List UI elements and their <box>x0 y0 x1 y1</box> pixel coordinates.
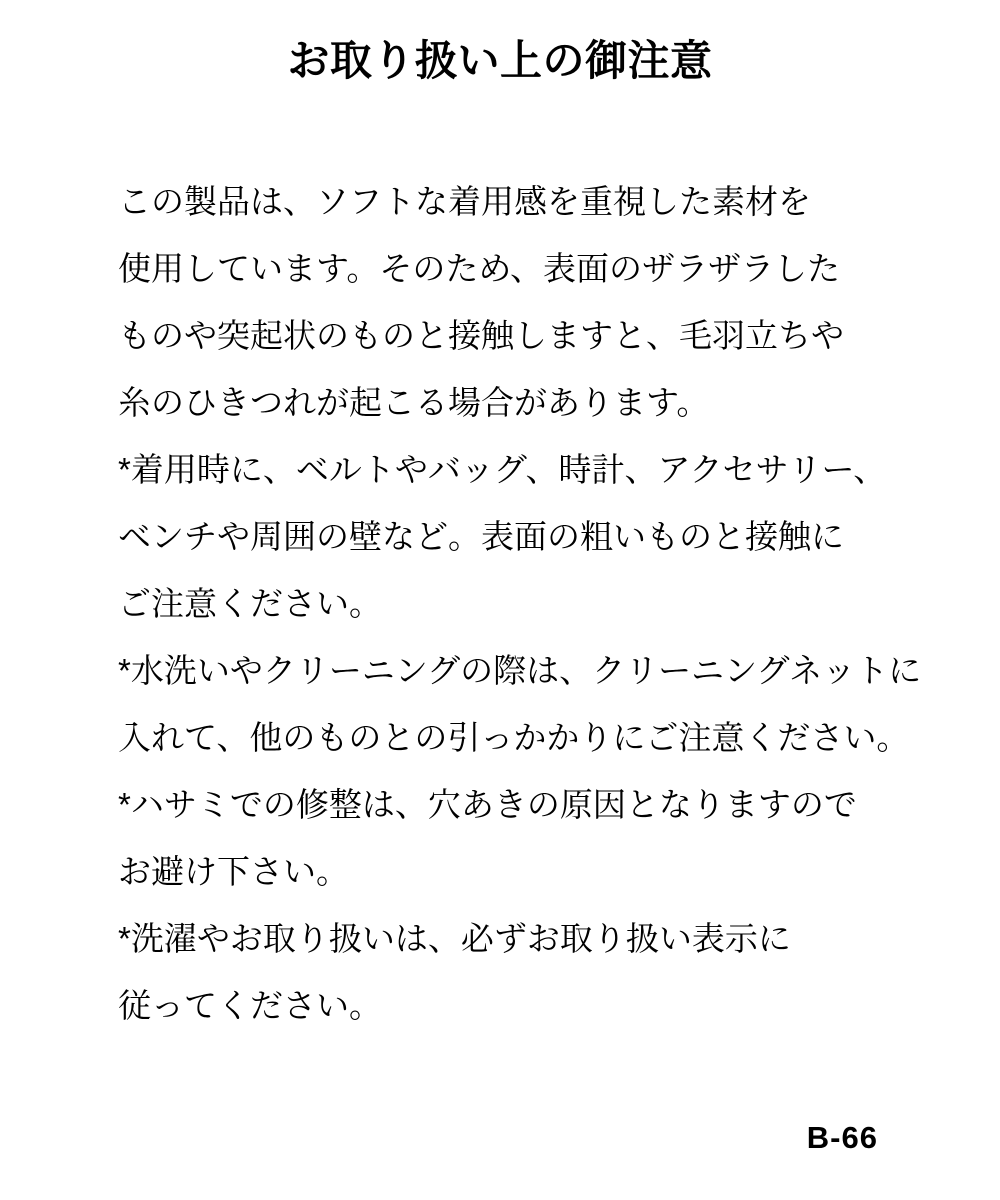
body-line: 糸のひきつれが起こる場合があります。 <box>118 384 710 421</box>
body-line: 従ってください。 <box>118 987 382 1024</box>
body-line: 入れて、他のものとの引っかかりにご注意ください。 <box>118 719 910 756</box>
body-line: ベンチや周囲の壁など。表面の粗いものと接触に <box>118 518 844 555</box>
body-line: *洗濯やお取り扱いは、必ずお取り扱い表示に <box>118 920 791 957</box>
body-line: *着用時に、ベルトやバッグ、時計、アクセサリー、 <box>118 451 887 488</box>
body-line: お避け下さい。 <box>118 853 349 890</box>
body-line: 使用しています。そのため、表面のザラザラした <box>118 250 841 287</box>
body-line: *ハサミでの修整は、穴あきの原因となりますので <box>118 786 857 823</box>
body-line: *水洗いやクリーニングの際は、クリーニングネットに <box>118 652 922 689</box>
body-line: ご注意ください。 <box>118 585 382 622</box>
page-title: お取り扱い上の御注意 <box>287 37 713 84</box>
body-line: ものや突起状のものと接触しますと、毛羽立ちや <box>118 317 844 354</box>
body-line: この製品は、ソフトな着用感を重視した素材を <box>118 183 811 220</box>
page-code: B-66 <box>806 1120 878 1155</box>
notice-body <box>118 168 922 1039</box>
